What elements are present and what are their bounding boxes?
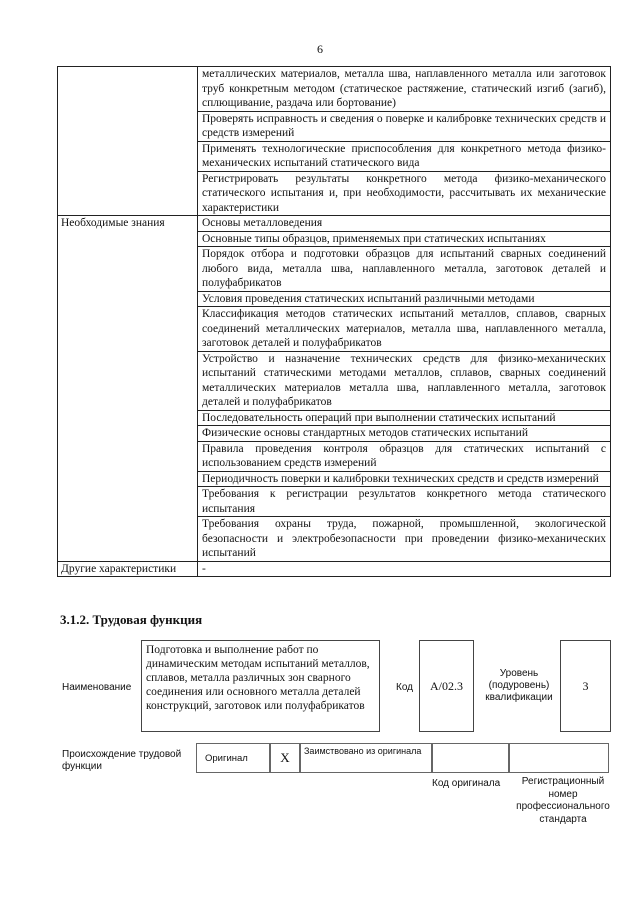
name-label: Наименование (62, 682, 132, 693)
code-original-caption: Код оригинала (432, 778, 501, 789)
code-label: Код (396, 682, 414, 693)
table-cell: Периодичность поверки и калибровки технических средств и средств измерений (198, 471, 611, 487)
table-cell: Проверять исправность и сведения о поверке и калибровке технических средств и средств измерений (198, 111, 611, 141)
table-cell: металлических материалов, металла шва, наплавленного металла или заготовок труб конкретным методом (статическое растяжение, статический изгиб (загиб), сплющивание, раздача или бортование) (198, 67, 611, 112)
code-value-box: A/02.3 (419, 640, 474, 732)
table-cell: Порядок отбора и подготовки образцов для испытаний сварных соединений любого вида, металла шва, наплавленного металла, заготовок деталей и полуфабрикатов (198, 247, 611, 292)
borrowed-cell: Заимствовано из оригинала (300, 743, 432, 773)
origin-row (196, 743, 609, 773)
table-row (58, 561, 611, 577)
table-cell: Правила проведения контроля образцов для статических испытаний с использованием средств измерений (198, 441, 611, 471)
table-row (58, 67, 611, 112)
other-label: Другие характеристики (58, 561, 198, 577)
level-label: Уровень (подуровень) квалификации (485, 668, 553, 703)
level-value-box: 3 (560, 640, 611, 732)
skills-table (57, 66, 611, 577)
table-cell: Классификация методов статических испытаний металлов, сплавов, сварных соединений металлических материалов, металла шва, наплавленного металла, заготовок деталей и полуфабрикатов (198, 307, 611, 352)
table-cell: Устройство и назначение технических средств для физико-механических испытаний статическими методами металлов, сплавов, сварных соединений металлических материалов металла шва, наплавленного металла, заготовок деталей и полуфабрикатов (198, 351, 611, 410)
table-cell: Условия проведения статических испытаний различными методами (198, 291, 611, 307)
table-row (58, 216, 611, 232)
origin-label: Происхождение трудовой функции (62, 749, 182, 772)
table-cell: Основы металловедения (198, 216, 611, 232)
table-cell: Основные типы образцов, применяемых при статических испытаниях (198, 231, 611, 247)
reg-number-cell (509, 743, 609, 773)
code-original-cell (432, 743, 509, 773)
table-cell: Регистрировать результаты конкретного метода физико-механического статического испытания и, при необходимости, рассчитывать их механические характеристики (198, 171, 611, 216)
original-mark: X (270, 743, 300, 773)
table-cell: Применять технологические приспособления для конкретного метода физико-механических испытаний статического вида (198, 141, 611, 171)
function-name-box: Подготовка и выполнение работ по динамическим методам испытаний металлов, сплавов, металла различных зон сварного соединения или основного металла деталей конструкций, заготовок или полуфабрикатов (141, 640, 380, 732)
other-value: - (198, 561, 611, 577)
table-cell: Требования к регистрации результатов конкретного метода статического испытания (198, 487, 611, 517)
table-cell: Последовательность операций при выполнении статических испытаний (198, 410, 611, 426)
page-number: 6 (317, 42, 323, 56)
section-heading: 3.1.2. Трудовая функция (60, 612, 203, 627)
table-cell: Физические основы стандартных методов статических испытаний (198, 426, 611, 442)
empty-label-cell (58, 67, 198, 216)
original-cell: Оригинал (196, 743, 270, 773)
knowledge-label: Необходимые знания (58, 216, 198, 562)
reg-number-caption: Регистрационный номер профессионального стандарта (516, 776, 610, 825)
table-cell: Требования охраны труда, пожарной, промышленной, экологической безопасности и электробезопасности при проведении физико-механических испытаний (198, 517, 611, 562)
